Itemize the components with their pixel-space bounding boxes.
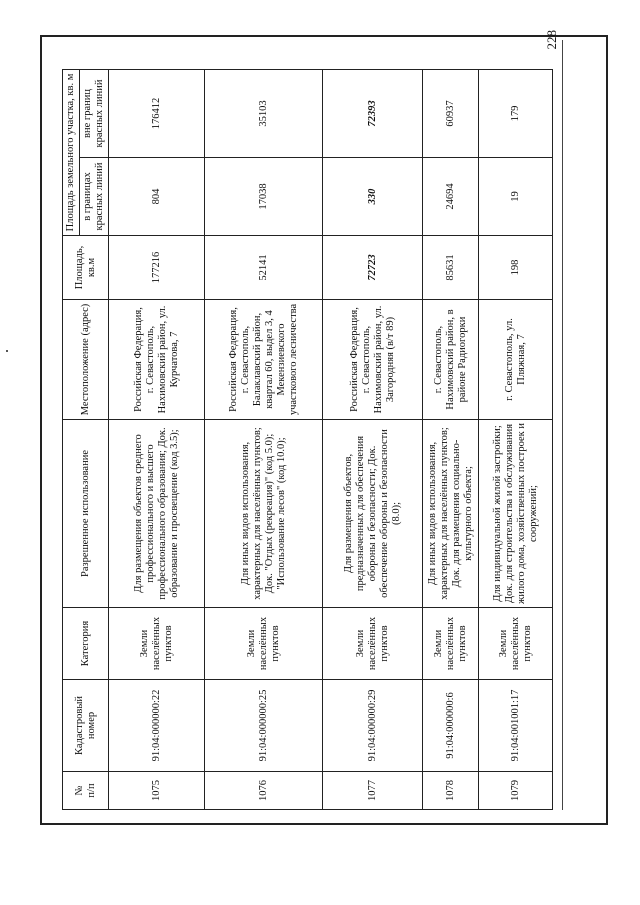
table-row <box>479 69 553 809</box>
cadastral-number: 91:04:001001:17 <box>479 680 553 772</box>
header-area: Площадь, кв.м <box>63 236 109 300</box>
header-row <box>63 69 80 809</box>
table-row <box>205 69 323 809</box>
permitted-use: Для размещения объектов, предназначенных для обеспечения обороны и безопасности; Док. обеспечение обороны и безопасности (8.0); <box>323 420 423 608</box>
header-land-area-group: Площадь земельного участка, кв. м <box>63 69 80 235</box>
permitted-use: Для иных видов использования, характерных для населённых пунктов; Док. "Отдых (рекреация)" (код 5.0); "Использование лесов" (код 10.0); <box>205 420 323 608</box>
cadastral-number: 91:04:000000:6 <box>423 680 479 772</box>
area-outside-red-lines: 176412 <box>109 69 205 157</box>
header-cadastral: Кадастровый номер <box>63 680 109 772</box>
area-outside-red-lines: 60937 <box>423 69 479 157</box>
header-within-red-lines: в границах красных линий <box>80 158 109 236</box>
area-within-red-lines: 24694 <box>423 158 479 236</box>
row-num: 1078 <box>423 772 479 810</box>
permitted-use: Для индивидуальной жилой застройки; Док. для строительства и обслуживания жилого дома, хозяйственных построек и сооружений; <box>479 420 553 608</box>
area: 177216 <box>109 236 205 300</box>
area: 52141 <box>205 236 323 300</box>
header-location: Местоположение (адрес) <box>63 300 109 420</box>
land-category: Земли населённых пунктов <box>479 608 553 680</box>
area: 72723 <box>323 236 423 300</box>
location: Российская Федерация, г. Севастополь, Нахимовский район, ул. Курчатова, 7 <box>109 300 205 420</box>
header-permitted-use: Разрешенное использование <box>63 420 109 608</box>
header-outside-red-lines: вне границ красных линий <box>80 69 109 157</box>
row-num: 1077 <box>323 772 423 810</box>
area-outside-red-lines: 35103 <box>205 69 323 157</box>
permitted-use: Для размещения объектов среднего профессионального и высшего профессионального образования; Док. образование и просвещение (код 3.5); <box>109 420 205 608</box>
area-within-red-lines: 19 <box>479 158 553 236</box>
area-within-red-lines: 804 <box>109 158 205 236</box>
table-row <box>323 69 423 809</box>
cadastral-number: 91:04:000000:22 <box>109 680 205 772</box>
area-within-red-lines: 330 <box>323 158 423 236</box>
table-row <box>109 69 205 809</box>
cadastral-number: 91:04:000000:25 <box>205 680 323 772</box>
location: Российская Федерация, г. Севастополь, Балаклавский район, квартал 60, выдел 3, 4 Мекензиевского участкового лесничества <box>205 300 323 420</box>
area-outside-red-lines: 72393 <box>323 69 423 157</box>
land-category: Земли населённых пунктов <box>423 608 479 680</box>
header-num: № п/п <box>63 772 109 810</box>
land-category: Земли населённых пунктов <box>109 608 205 680</box>
land-category: Земли населённых пунктов <box>205 608 323 680</box>
page-number: 228 <box>544 30 559 50</box>
area: 198 <box>479 236 553 300</box>
page-bottom-rule <box>562 40 563 810</box>
table-row <box>423 69 479 809</box>
location: г. Севастополь, Нахимовский район, в районе Радиогорки <box>423 300 479 420</box>
row-num: 1075 <box>109 772 205 810</box>
header-category: Категория <box>63 608 109 680</box>
cadastral-number: 91:04:000000:29 <box>323 680 423 772</box>
scan-speck <box>6 350 8 352</box>
location: Российская Федерация, г. Севастополь, Нахимовский район, ул. Загородняя (в/т 89) <box>323 300 423 420</box>
location: г. Севастополь, ул. Пляжная, 7 <box>479 300 553 420</box>
land-category: Земли населённых пунктов <box>323 608 423 680</box>
land-plots-table <box>62 69 553 810</box>
area: 85631 <box>423 236 479 300</box>
row-num: 1079 <box>479 772 553 810</box>
area-outside-red-lines: 179 <box>479 69 553 157</box>
permitted-use: Для иных видов использования, характерных для населённых пунктов; Док. для размещения социально-культурного объекта; <box>423 420 479 608</box>
area-within-red-lines: 17038 <box>205 158 323 236</box>
rotated-page-content <box>62 30 592 810</box>
row-num: 1076 <box>205 772 323 810</box>
